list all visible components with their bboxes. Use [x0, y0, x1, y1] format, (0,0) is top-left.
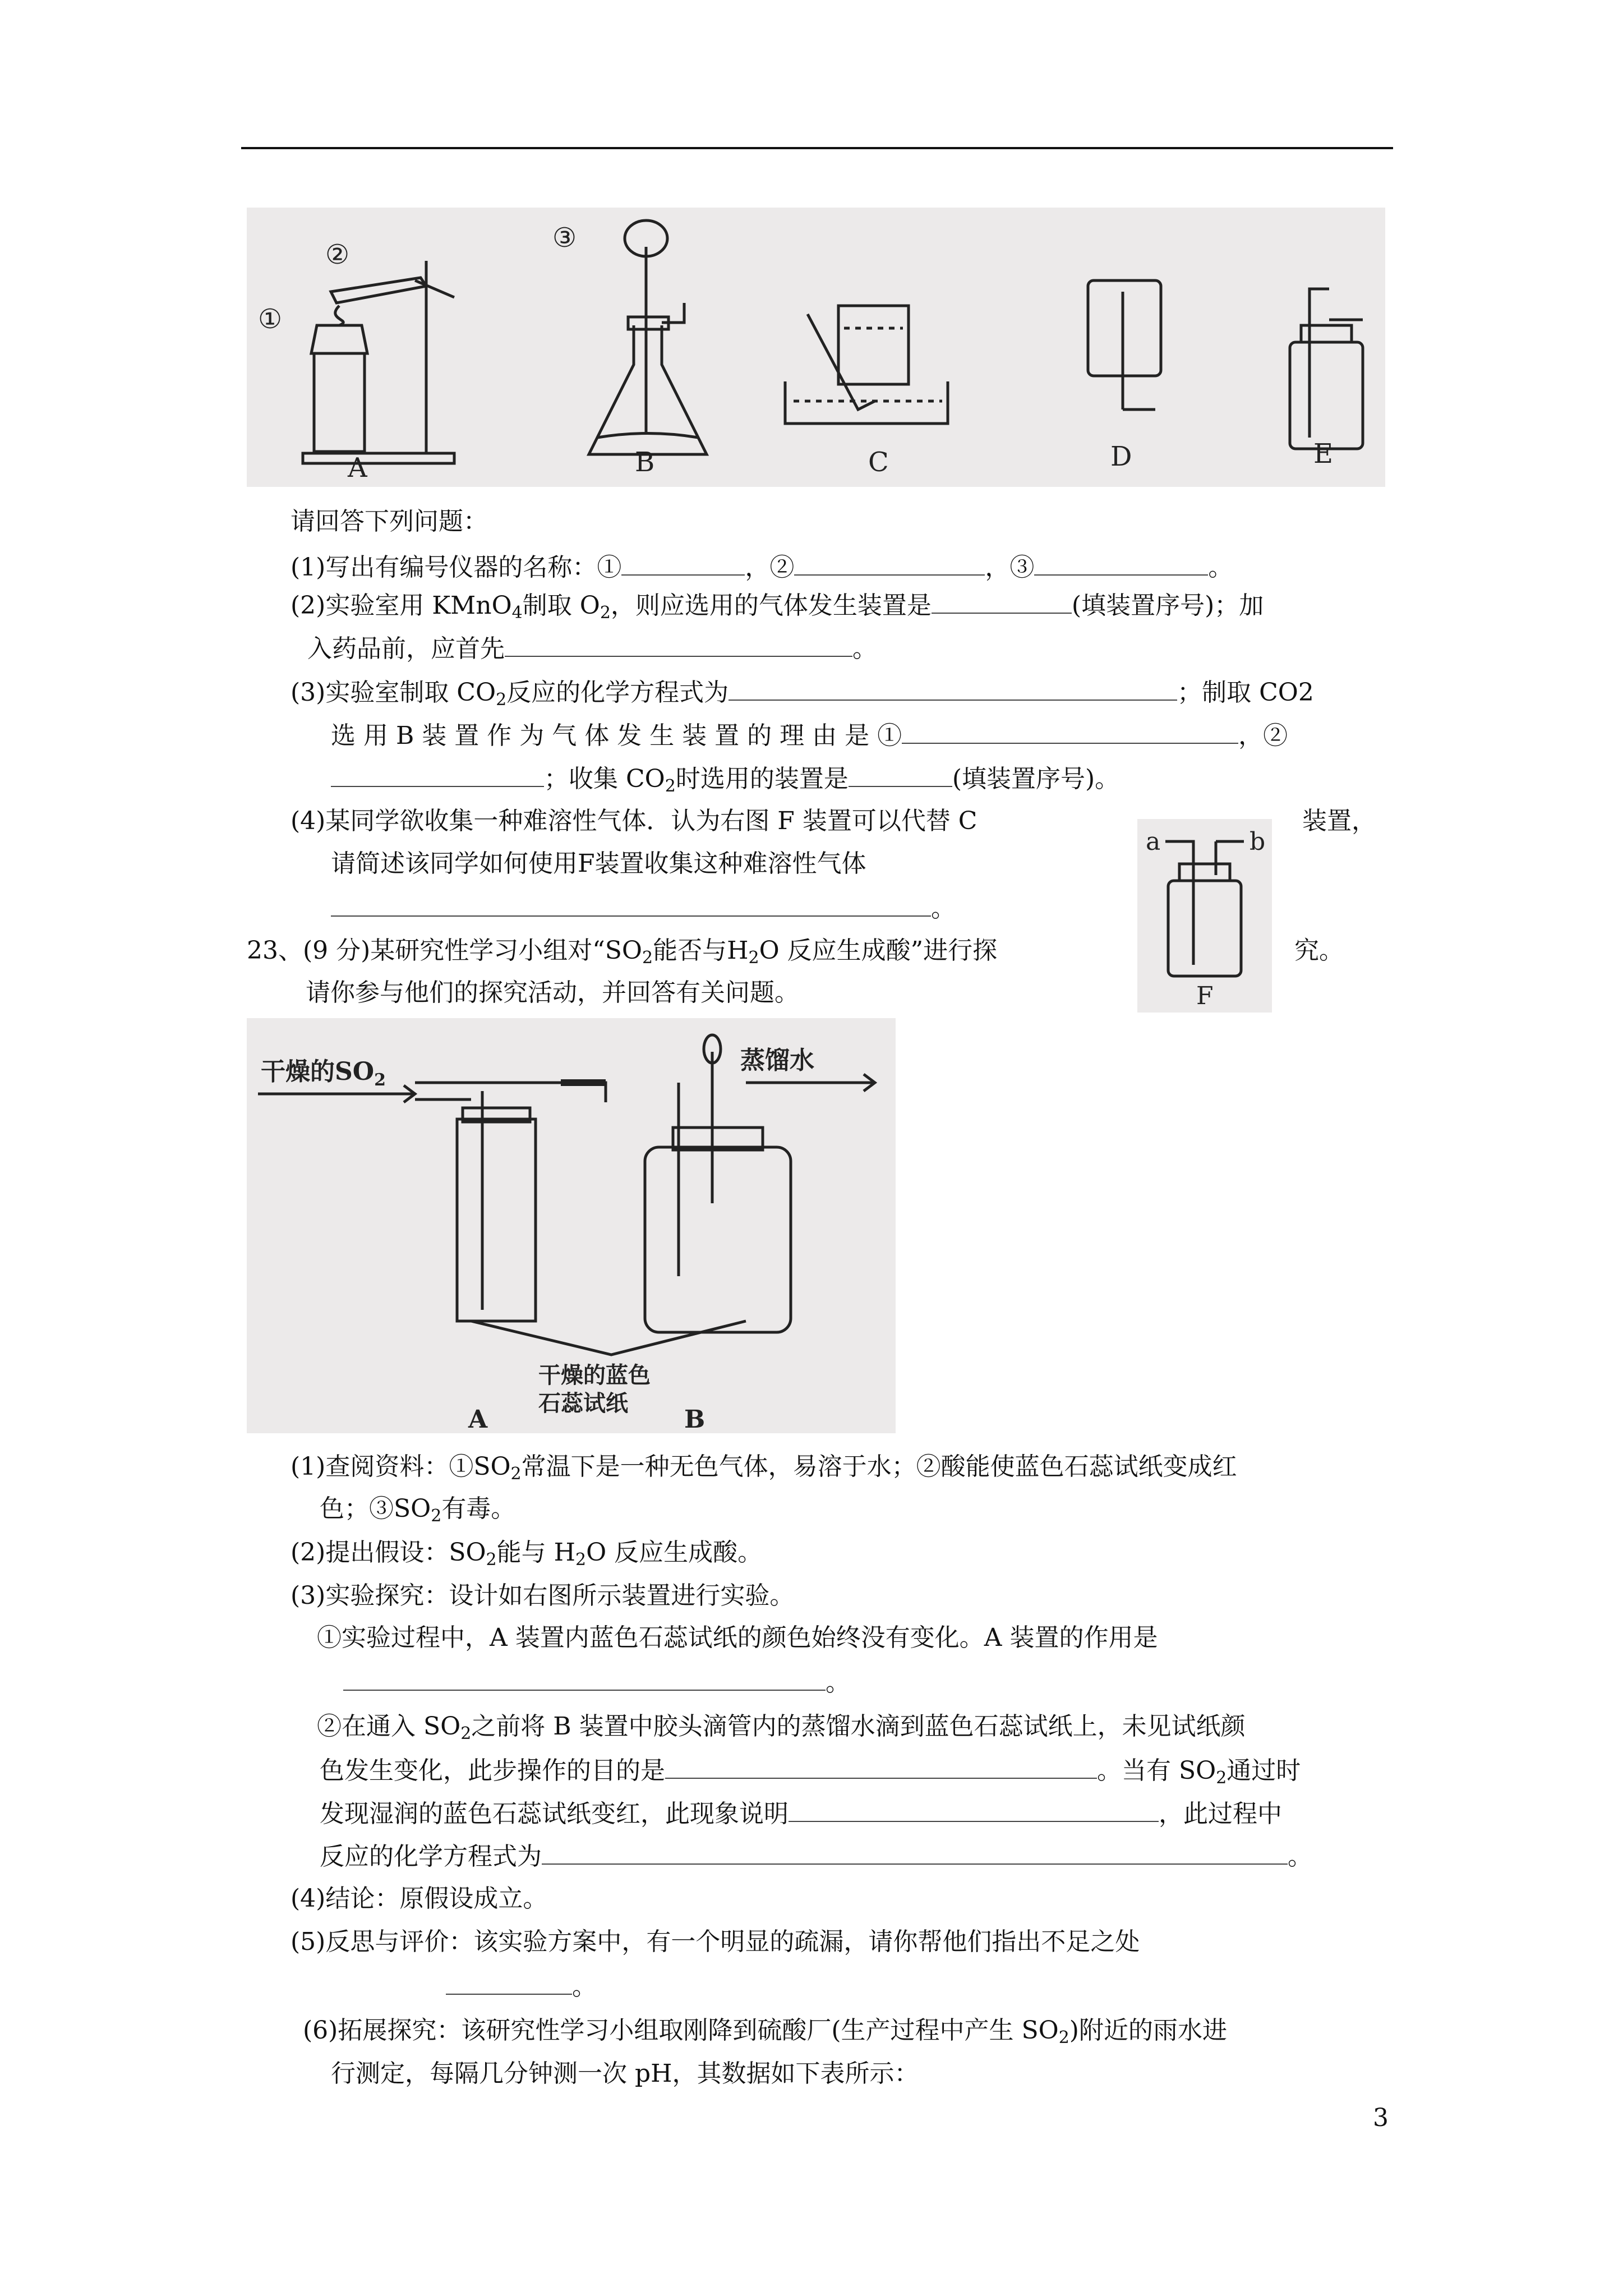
- q23-step3: (3)实验探究：设计如右图所示装置进行实验。: [291, 1581, 795, 1610]
- q22-part4-b: 装置，: [1302, 807, 1376, 835]
- figure-F: [1137, 819, 1272, 1013]
- marker-2: ②: [325, 239, 350, 270]
- q23-step6: (6)拓展探究：该研究性学习小组取刚降到硫酸厂(生产过程中产生 $SO_2$)附近的雨水进: [303, 2016, 1227, 2047]
- water-label: 蒸馏水: [740, 1046, 814, 1075]
- label-E: E: [1313, 438, 1334, 470]
- apparatus-drawing: [247, 208, 1385, 487]
- q22-part2: (2)实验室用 KMnO$_4$制取 $O_2$，则应选用的气体发生装置是 (填装置序号)；加: [291, 588, 1264, 623]
- q23-step3-2: ②在通入 $SO_2$之前将 B 装置中胶头滴管内的蒸馏水滴到蓝色石蕊试纸上，未见试纸颜: [317, 1712, 1246, 1743]
- q23-step3-1-blank: 。: [343, 1665, 850, 1700]
- marker-3: ③: [552, 222, 577, 254]
- figure-F-drawing: [1137, 819, 1272, 1013]
- q23-heading-end: 究。: [1294, 936, 1344, 965]
- q22-part4: (4)某同学欲收集一种难溶性气体．认为右图 F 装置可以代替 C: [291, 807, 978, 835]
- q23-step1: (1)查阅资料：$①SO_2$常温下是一种无色气体，易溶于水；②酸能使蓝色石蕊试纸变成红: [291, 1452, 1237, 1484]
- q23-heading: 23、(9 分)某研究性学习小组对“$SO_2$能否与$H_2O$ 反应生成酸”进行探: [247, 936, 998, 968]
- q22-part3-cont2: ；收集 $CO_2$时选用的装置是 (填装置序号)。: [331, 761, 1119, 796]
- apparatus-figure: [247, 208, 1385, 487]
- q23-step5-blank: 。: [446, 1969, 597, 2004]
- q23-step6-cont: 行测定，每隔几分钟测一次 pH，其数据如下表所示：: [331, 2059, 919, 2088]
- q23-step3-2-cont3: 反应的化学方程式为 。: [320, 1839, 1312, 1874]
- marker-1: ①: [258, 303, 283, 335]
- q23-step3-2-cont1: 色发生变化，此步操作的目的是 。当有 $SO_2$通过时: [320, 1753, 1301, 1788]
- label-B: B: [635, 447, 655, 478]
- header-rule: [241, 147, 1393, 149]
- F-label-b: b: [1249, 827, 1266, 856]
- q22-part4-cont: 请简述该同学如何使用F装置收集这种难溶性气体: [331, 849, 866, 878]
- q23-step3-2-cont2: 发现湿润的蓝色石蕊试纸变红，此现象说明 ，此过程中: [320, 1796, 1282, 1831]
- label-C: C: [868, 447, 889, 478]
- q23-step5: (5)反思与评价：该实验方案中，有一个明显的疏漏，请你帮他们指出不足之处: [291, 1927, 1140, 1956]
- q23-step3-1: ①实验过程中，A 装置内蓝色石蕊试纸的颜色始终没有变化。A 装置的作用是: [317, 1623, 1158, 1652]
- paper-label-2: 石蕊试纸: [538, 1390, 628, 1416]
- paper-label-1: 干燥的蓝色: [538, 1362, 651, 1388]
- q22-part4-blank: 。: [331, 891, 956, 926]
- q22-part3: (3)实验室制取 $CO_2$反应的化学方程式为 ；制取 CO2: [291, 675, 1314, 710]
- q23-heading-cont: 请你参与他们的探究活动，并回答有关问题。: [306, 978, 799, 1007]
- q23-step2: (2)提出假设：$SO_2$能与 $H_2O$ 反应生成酸。: [291, 1538, 763, 1570]
- page-number: 3: [1373, 2104, 1389, 2132]
- q23-step4: (4)结论：原假设成立。: [291, 1884, 548, 1913]
- label-A: A: [468, 1405, 488, 1433]
- q22-part3-cont1: 选 用 B 装 置 作 为 气 体 发 生 装 置 的 理 由 是 ① ，②: [331, 718, 1288, 753]
- F-label: F: [1196, 982, 1214, 1010]
- q22-part1: (1)写出有编号仪器的名称：① ，② ，③ 。: [291, 550, 1233, 585]
- q22-part2-cont: 入药品前，应首先 。: [307, 631, 877, 666]
- q22-intro: 请回答下列问题：: [291, 507, 488, 536]
- q23-step1-cont: 色；$③SO_2$有毒。: [320, 1494, 516, 1526]
- so2-experiment-drawing: [247, 1018, 896, 1433]
- label-A: A: [348, 452, 367, 484]
- F-label-a: a: [1146, 827, 1161, 856]
- gas-in-label: 干燥的$SO_2$: [261, 1057, 386, 1090]
- label-B: B: [684, 1405, 706, 1433]
- so2-experiment-figure: [247, 1018, 896, 1433]
- label-D: D: [1110, 441, 1132, 472]
